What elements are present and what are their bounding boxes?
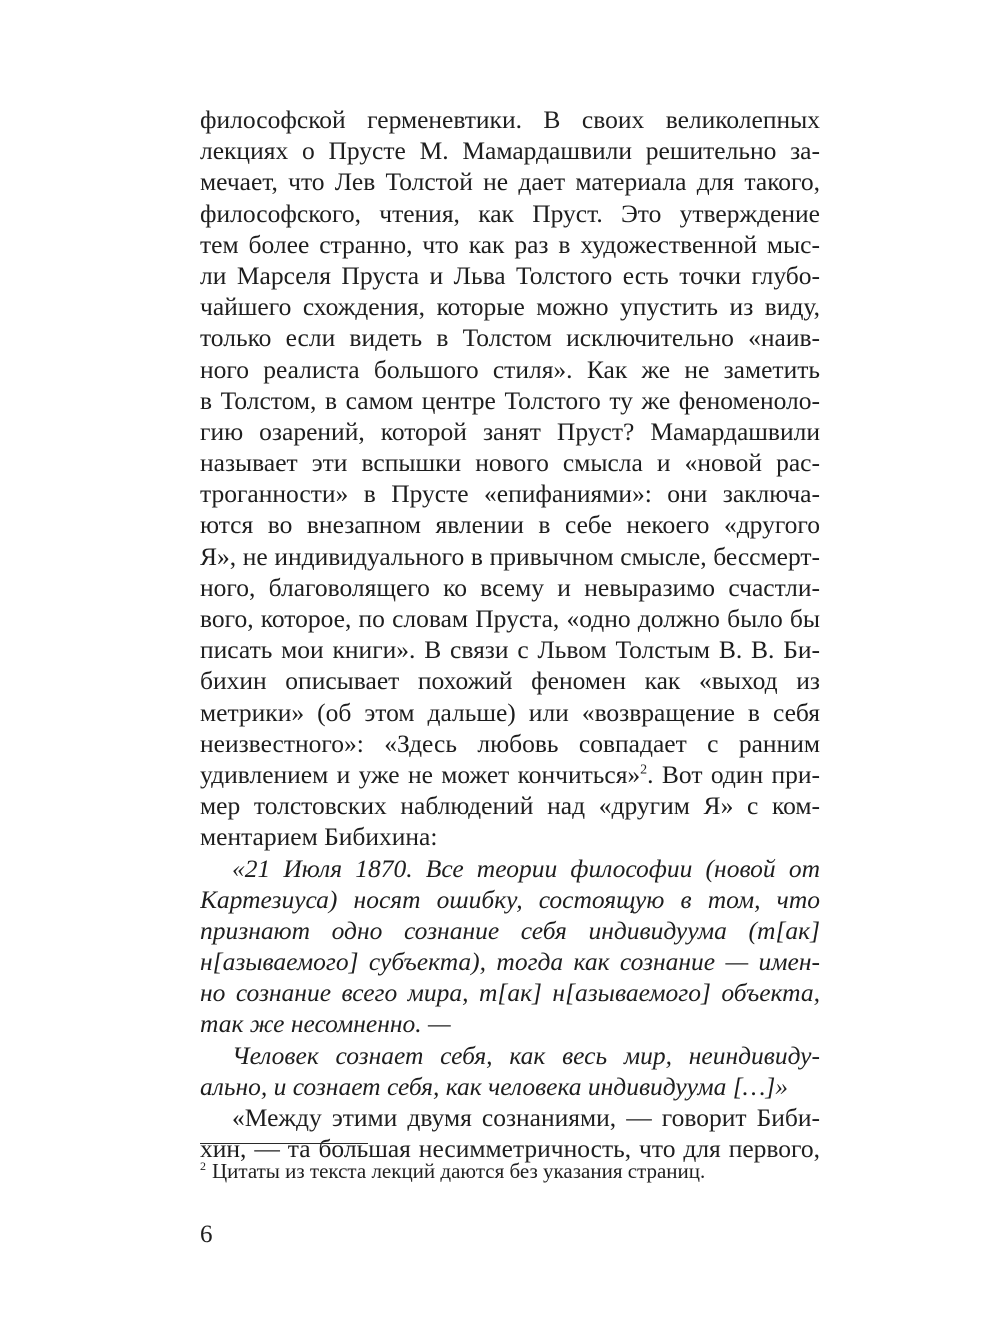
text-line: называет эти вспышки нового смысла и «новой рас- [200,448,820,478]
text-line: бихин описывает похожий феномен как «выход из [200,666,820,696]
text-line: метрики» (об этом дальше) или «возвращение в себя [200,697,820,727]
footnote-divider [200,1143,368,1144]
quote-line: Человек сознает себя, как весь мир, неиндивиду- [232,1040,820,1070]
quote-line: но сознание всего мира, т[ак] н[азываемого] объекта, [200,978,820,1008]
text-fragment: . Вот один при- [647,759,820,789]
main-text [200,104,820,1164]
footnote [200,1158,820,1184]
text-line: ного, благоволящего ко всему и невыразимо счастли- [200,572,820,602]
text-line: философского, чтения, как Пруст. Это утверждение [200,198,820,228]
text-line: писать мои книги». В связи с Львом Толстым В. В. Би- [200,635,820,665]
text-line: вого, которое, по словам Пруста, «одно должно было бы [200,604,820,633]
text-line: философской герменевтики. В своих великолепных [200,105,820,134]
text-line: в Толстом, в самом центре Толстого ту же феноменоло- [200,385,820,415]
text-line: «Между этими двумя сознаниями, — говорит Биби- [232,1103,820,1132]
text-line: лекциях о Прусте М. Мамардашвили решительно за- [200,136,820,166]
quote-line: н[азываемого] субъекта), тогда как сознание — имен- [200,947,820,977]
footnote-text: Цитаты из текста лекций даются без указания страниц. [212,1159,706,1183]
footnote-marker: 2 [200,1159,206,1173]
text-line: чайшего схождения, которые можно упустить из виду, [200,292,820,322]
text-fragment: удивлением и уже не может кончиться» [200,759,641,789]
text-line: ли Марселя Пруста и Льва Толстого есть точки глубо- [200,260,820,290]
text-line: только если видеть в Толстом исключительно «наив- [200,323,820,353]
footnote-reference[interactable]: 2 [640,762,648,778]
text-line: гию озарений, которой занят Пруст? Мамардашвили [200,416,820,446]
text-line: неизвестного»: «Здесь любовь совпадает с ранним [200,728,820,758]
text-line: тем более странно, что как раз в художественной мыс- [200,229,820,259]
text-line: ются во внезапном явлении в себе некоего «другого [200,510,820,540]
quote-line: так же несомненно. — [200,1009,451,1039]
quote-line: «21 Июля 1870. Все теории философии (новой от [232,853,820,883]
text-line: троганности» в Прусте «епифаниями»: они заключа- [200,479,820,509]
quote-line: Картезиуса) носят ошибку, состоящую в том, что [200,884,820,914]
text-line: ментарием Бибихина: [200,822,438,852]
text-line: Я», не индивидуального в привычном смысле, бессмерт- [200,541,820,571]
text-line: хин, — та большая несимметричность, что для первого, [200,1134,820,1164]
quote-line: признают одно сознание себя индивидуума (т[ак] [200,915,820,945]
text-line-with-footnote-ref [200,759,820,790]
quote-line: ально, и сознает себя, как человека индивидуума […]» [200,1071,789,1101]
text-line: ного реалиста большого стиля». Как же не заметить [200,354,820,384]
text-line: мер толстовских наблюдений над «другим Я» с ком- [200,791,820,821]
text-line: мечает, что Лев Толстой не дает материала для такого, [200,167,820,197]
page-number: 6 [200,1221,213,1248]
